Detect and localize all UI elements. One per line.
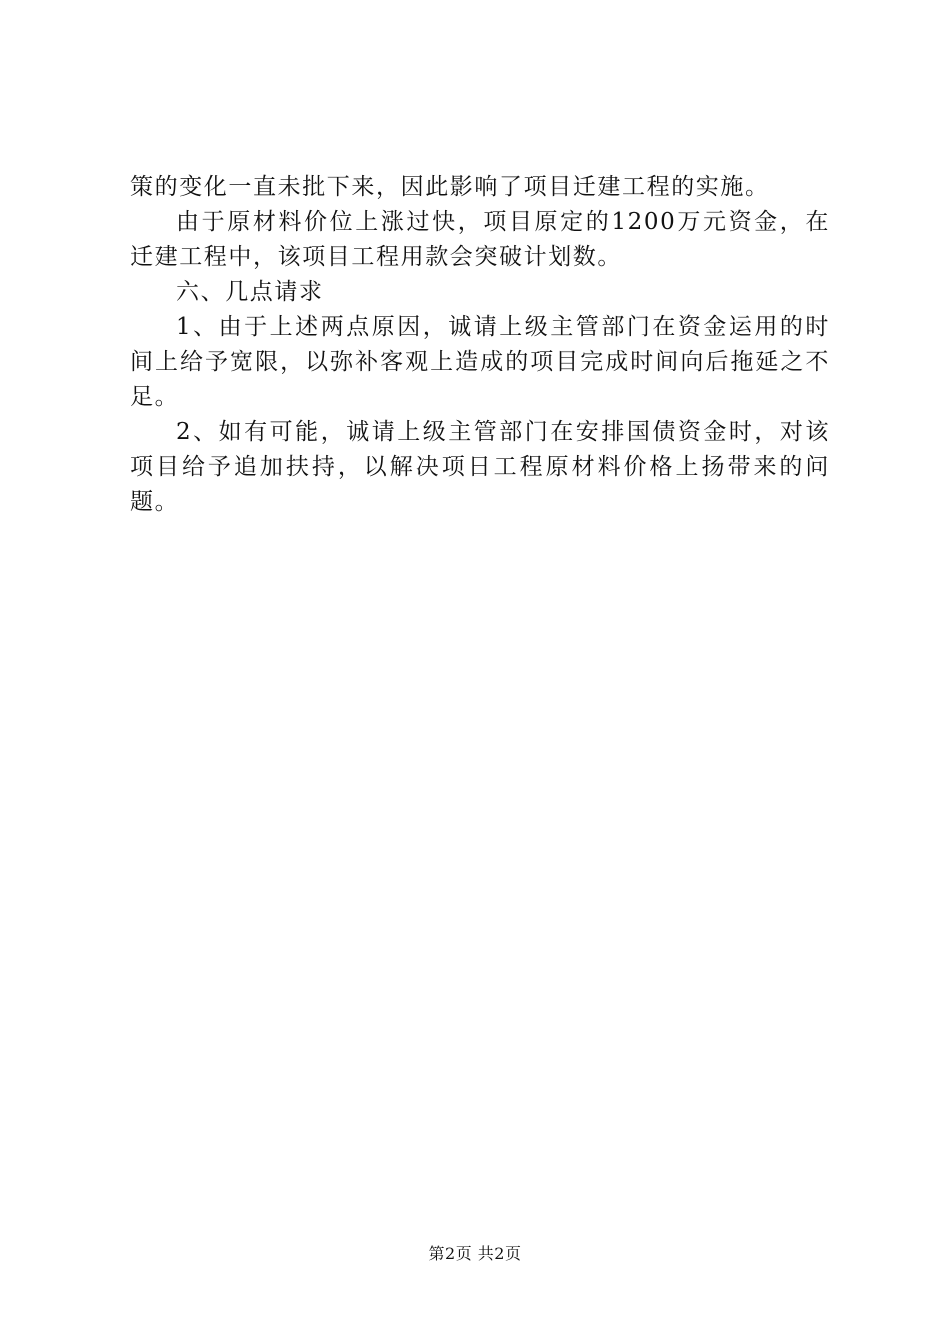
document-body xyxy=(130,170,830,520)
section-heading-requests: 六、几点请求 xyxy=(176,279,324,305)
request-item-2: 2、如有可能，诚请上级主管部门在安排国债资金时，对该项目给予追加扶持，以解决项日工程原材料价格上扬带来的问题。 xyxy=(130,419,830,515)
paragraph-continuation: 策的变化一直未批下来，因此影响了项目迁建工程的实施。 xyxy=(130,174,770,200)
page-footer: 第2页 共2页 xyxy=(428,1244,522,1263)
paragraph-funding-overrun: 由于原材料价位上涨过快，项目原定的1200万元资金，在迁建工程中，该项目工程用款会突破计划数。 xyxy=(130,209,830,270)
request-item-1: 1、由于上述两点原因，诚请上级主管部门在资金运用的时间上给予宽限，以弥补客观上造成的项目完成时间向后拖延之不足。 xyxy=(130,314,830,410)
